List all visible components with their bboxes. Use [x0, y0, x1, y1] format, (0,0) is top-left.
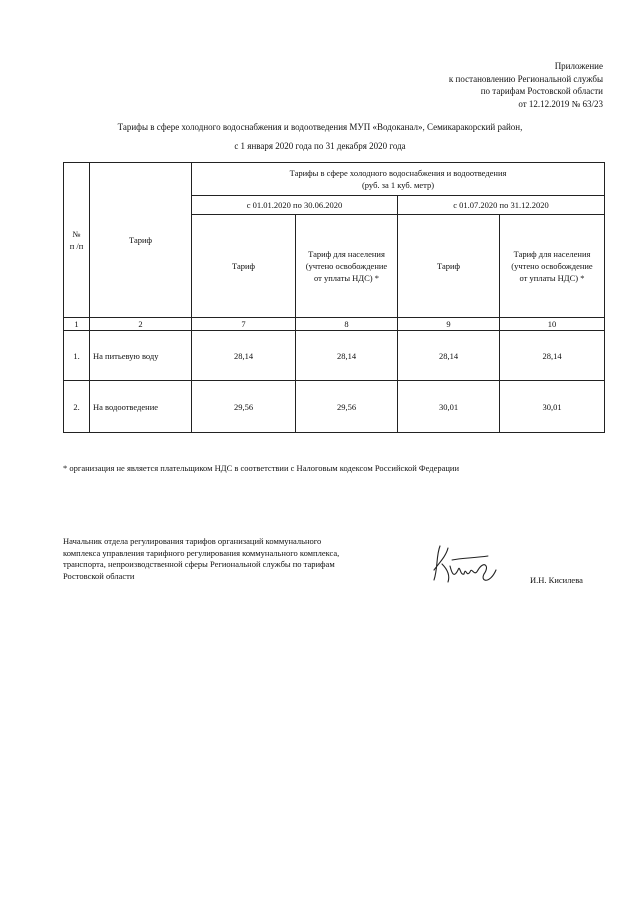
document-title: Тарифы в сфере холодного водоснабжения и водоотведения МУП «Водоканал», Семикаракорский район,	[117, 122, 523, 132]
table-row	[64, 331, 605, 381]
col-number: 8	[296, 318, 398, 331]
col-number: 7	[192, 318, 296, 331]
header-tariff: Тариф	[90, 163, 192, 318]
footnote: * организация не является плательщиком НДС в соответствии с Налоговым кодексом Российской Федерации	[63, 463, 460, 473]
row-value: 29,56	[192, 381, 296, 433]
header-col-population-1: Тариф для населения (учтено освобождение от уплаты НДС) *	[296, 215, 398, 318]
handwritten-signature	[428, 540, 500, 588]
column-number-row	[64, 318, 605, 331]
col-number: 2	[90, 318, 192, 331]
row-name: На питьевую воду	[90, 331, 192, 381]
appendix-line-3: по тарифам Ростовской области	[480, 86, 603, 96]
appendix-block	[323, 60, 603, 110]
row-value: 30,01	[398, 381, 500, 433]
row-value: 28,14	[192, 331, 296, 381]
row-number: 1.	[64, 331, 90, 381]
col-number: 9	[398, 318, 500, 331]
row-value: 28,14	[296, 331, 398, 381]
document-period: с 1 января 2020 года по 31 декабря 2020 года	[234, 141, 406, 151]
table-row	[64, 381, 605, 433]
col-number: 10	[500, 318, 605, 331]
row-number: 2.	[64, 381, 90, 433]
row-value: 29,56	[296, 381, 398, 433]
signatory-name: И.Н. Кисилева	[530, 575, 583, 585]
signatory-position: Начальник отдела регулирования тарифов организаций коммунального комплекса управления тарифного регулирования коммунального комплекса, транспорта, непроизводственной сферы Региональной службы по тарифам Ростовской области	[63, 536, 340, 581]
header-period-2: с 01.07.2020 по 31.12.2020	[398, 196, 605, 215]
header-number: № п /п	[64, 163, 90, 318]
header-col-population-2: Тариф для населения (учтено освобождение от уплаты НДС) *	[500, 215, 605, 318]
header-period-1: с 01.01.2020 по 30.06.2020	[192, 196, 398, 215]
appendix-line-2: к постановлению Региональной службы	[448, 73, 603, 84]
header-col-tariff-1: Тариф	[192, 215, 296, 318]
col-number: 1	[64, 318, 90, 331]
appendix-line-1: Приложение	[554, 61, 603, 71]
row-value: 28,14	[398, 331, 500, 381]
tariff-table	[63, 162, 605, 433]
row-name: На водоотведение	[90, 381, 192, 433]
header-col-tariff-2: Тариф	[398, 215, 500, 318]
row-value: 28,14	[500, 331, 605, 381]
header-group: Тарифы в сфере холодного водоснабжения и водоотведения (руб. за 1 куб. метр)	[192, 163, 605, 196]
row-value: 30,01	[500, 381, 605, 433]
appendix-line-4: от 12.12.2019 № 63/23	[518, 98, 603, 109]
